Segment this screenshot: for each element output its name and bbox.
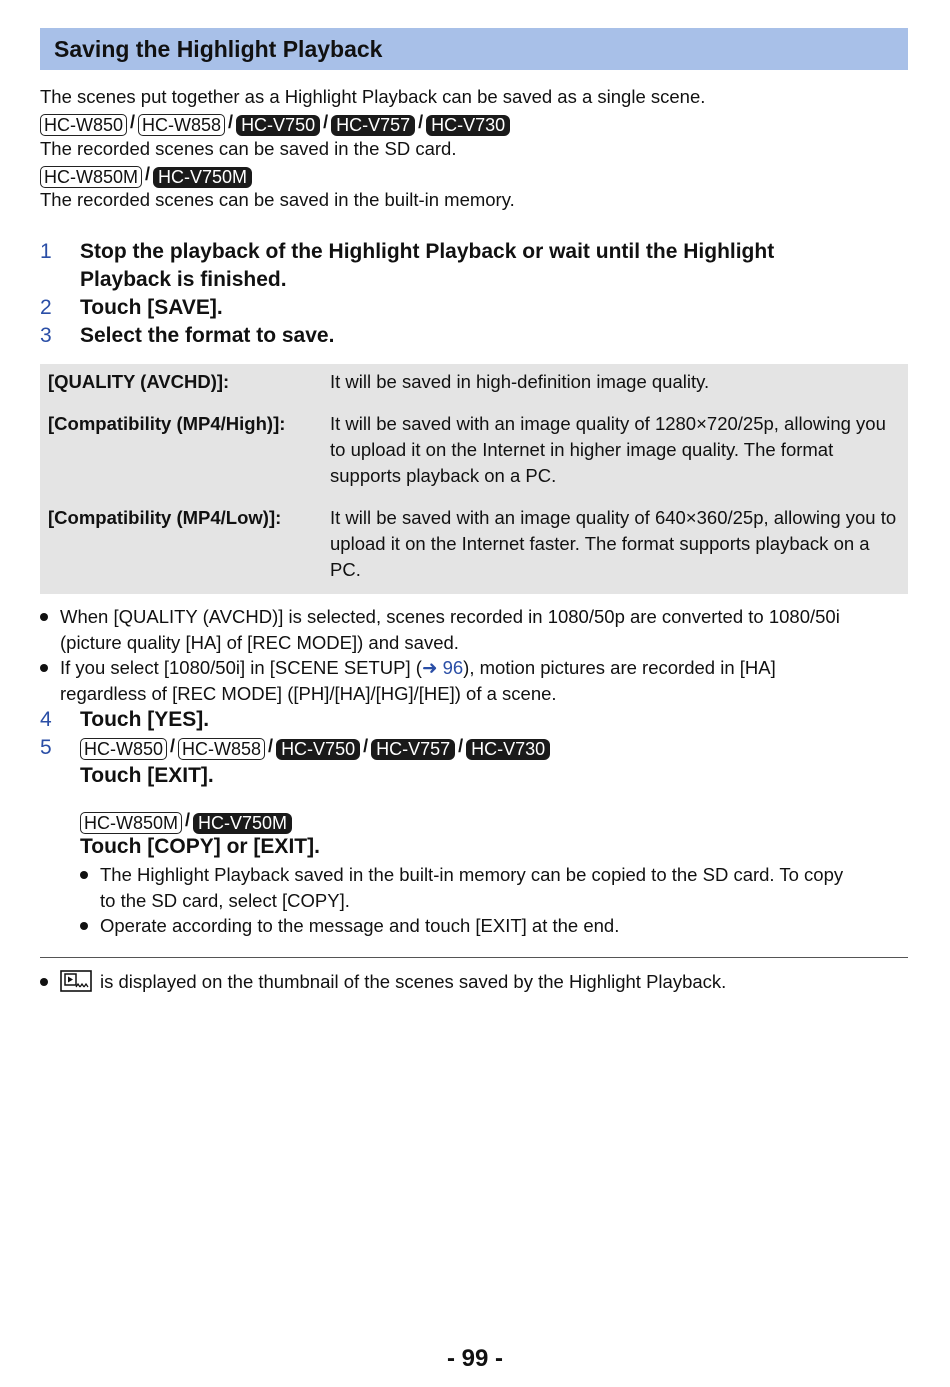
model-tags-sd: [40, 113, 510, 137]
note-text: The Highlight Playback saved in the built-in memory can be copied to the SD card. To copy: [100, 864, 844, 885]
step5-note: [80, 913, 908, 939]
model-tag: HC-V750M: [193, 813, 292, 834]
model-tag: HC-W850: [40, 114, 127, 136]
note-text-cont: to the SD card, select [COPY].: [100, 890, 350, 911]
bullet-icon: [80, 922, 88, 930]
separator: /: [268, 735, 274, 756]
model-tag: HC-V730: [426, 115, 510, 136]
footer-note-text: [60, 969, 726, 995]
separator: /: [228, 111, 234, 132]
model-tag: HC-V757: [331, 115, 415, 136]
model-tag: HC-V750: [236, 115, 320, 136]
divider: [40, 957, 908, 958]
bullet-icon: [40, 664, 48, 672]
page-number: - 99 -: [446, 1345, 503, 1372]
format-label: [Compatibility (MP4/High)]:: [48, 413, 286, 434]
step-text: Touch [COPY] or [EXIT].: [80, 835, 320, 858]
step-text: Touch [EXIT].: [80, 764, 214, 787]
separator: /: [418, 111, 424, 132]
model-tag: HC-V757: [371, 739, 455, 760]
model-tag: HC-V750: [276, 739, 360, 760]
highlight-scene-icon: [60, 970, 92, 992]
separator: /: [170, 735, 176, 756]
note-text-part: If you select [1080/50i] in [SCENE SETUP] (: [60, 657, 422, 678]
step-text: Select the format to save.: [80, 324, 335, 347]
footer-note: [40, 969, 908, 995]
step-number: 5: [40, 736, 52, 759]
step-text-cont: Playback is finished.: [80, 268, 287, 291]
page-title: Saving the Highlight Playback: [40, 28, 908, 70]
note-item: [40, 655, 908, 707]
step-number: 3: [40, 324, 52, 347]
separator: /: [458, 735, 464, 756]
sd-note: The recorded scenes can be saved in the SD card.: [40, 138, 457, 159]
model-tag: HC-V750M: [153, 167, 252, 188]
step-number: 4: [40, 708, 52, 731]
note-text: [60, 655, 776, 681]
step-number: 2: [40, 296, 52, 319]
model-tag: HC-W850: [80, 738, 167, 760]
format-desc: It will be saved with an image quality of 640×360/25p, allowing you to upload it on the Internet faster. The format supports playback on a PC.: [330, 507, 897, 580]
separator: /: [185, 809, 191, 830]
note-text-cont: regardless of [REC MODE] ([PH]/[HA]/[HG]/[HE]) of a scene.: [60, 683, 557, 704]
model-tag: HC-W858: [178, 738, 265, 760]
bullet-icon: [40, 978, 48, 986]
format-label: [QUALITY (AVCHD)]:: [48, 371, 230, 392]
bullet-icon: [80, 871, 88, 879]
bullet-icon: [40, 613, 48, 621]
step-number: 1: [40, 240, 52, 263]
format-table: [40, 364, 908, 594]
model-tag: HC-W850M: [80, 812, 182, 834]
step5-note: [80, 862, 908, 914]
note-text-part: ), motion pictures are recorded in [HA]: [463, 657, 776, 678]
note-text: Operate according to the message and touch [EXIT] at the end.: [100, 915, 620, 936]
separator: /: [363, 735, 369, 756]
format-desc: It will be saved in high-definition image quality.: [330, 371, 710, 392]
step-text: Touch [YES].: [80, 708, 210, 731]
model-tags-mem: [40, 165, 252, 189]
separator: /: [145, 163, 151, 184]
note-text-cont: (picture quality [HA] of [REC MODE]) and saved.: [60, 632, 459, 653]
model-tags-step5-sd: [80, 737, 550, 761]
mem-note: The recorded scenes can be saved in the built-in memory.: [40, 189, 515, 210]
note-item: [40, 604, 908, 656]
separator: /: [323, 111, 329, 132]
model-tag: HC-V730: [466, 739, 550, 760]
separator: /: [130, 111, 136, 132]
intro-text: The scenes put together as a Highlight Playback can be saved as a single scene.: [40, 86, 706, 107]
format-label: [Compatibility (MP4/Low)]:: [48, 507, 282, 528]
model-tag: HC-W858: [138, 114, 225, 136]
model-tags-step5-mem: [80, 811, 292, 835]
footer-note-label: is displayed on the thumbnail of the scenes saved by the Highlight Playback.: [100, 971, 727, 992]
step-text: Touch [SAVE].: [80, 296, 223, 319]
note-text: When [QUALITY (AVCHD)] is selected, scenes recorded in 1080/50p are converted to 1080/50i: [60, 606, 840, 627]
step-text: Stop the playback of the Highlight Playback or wait until the Highlight: [80, 240, 775, 263]
model-tag: HC-W850M: [40, 166, 142, 188]
format-desc: It will be saved with an image quality of 1280×720/25p, allowing you to upload it on the Internet in higher image quality. The format supports playback on a PC.: [330, 413, 886, 486]
page-link[interactable]: ➜ 96: [421, 657, 464, 678]
